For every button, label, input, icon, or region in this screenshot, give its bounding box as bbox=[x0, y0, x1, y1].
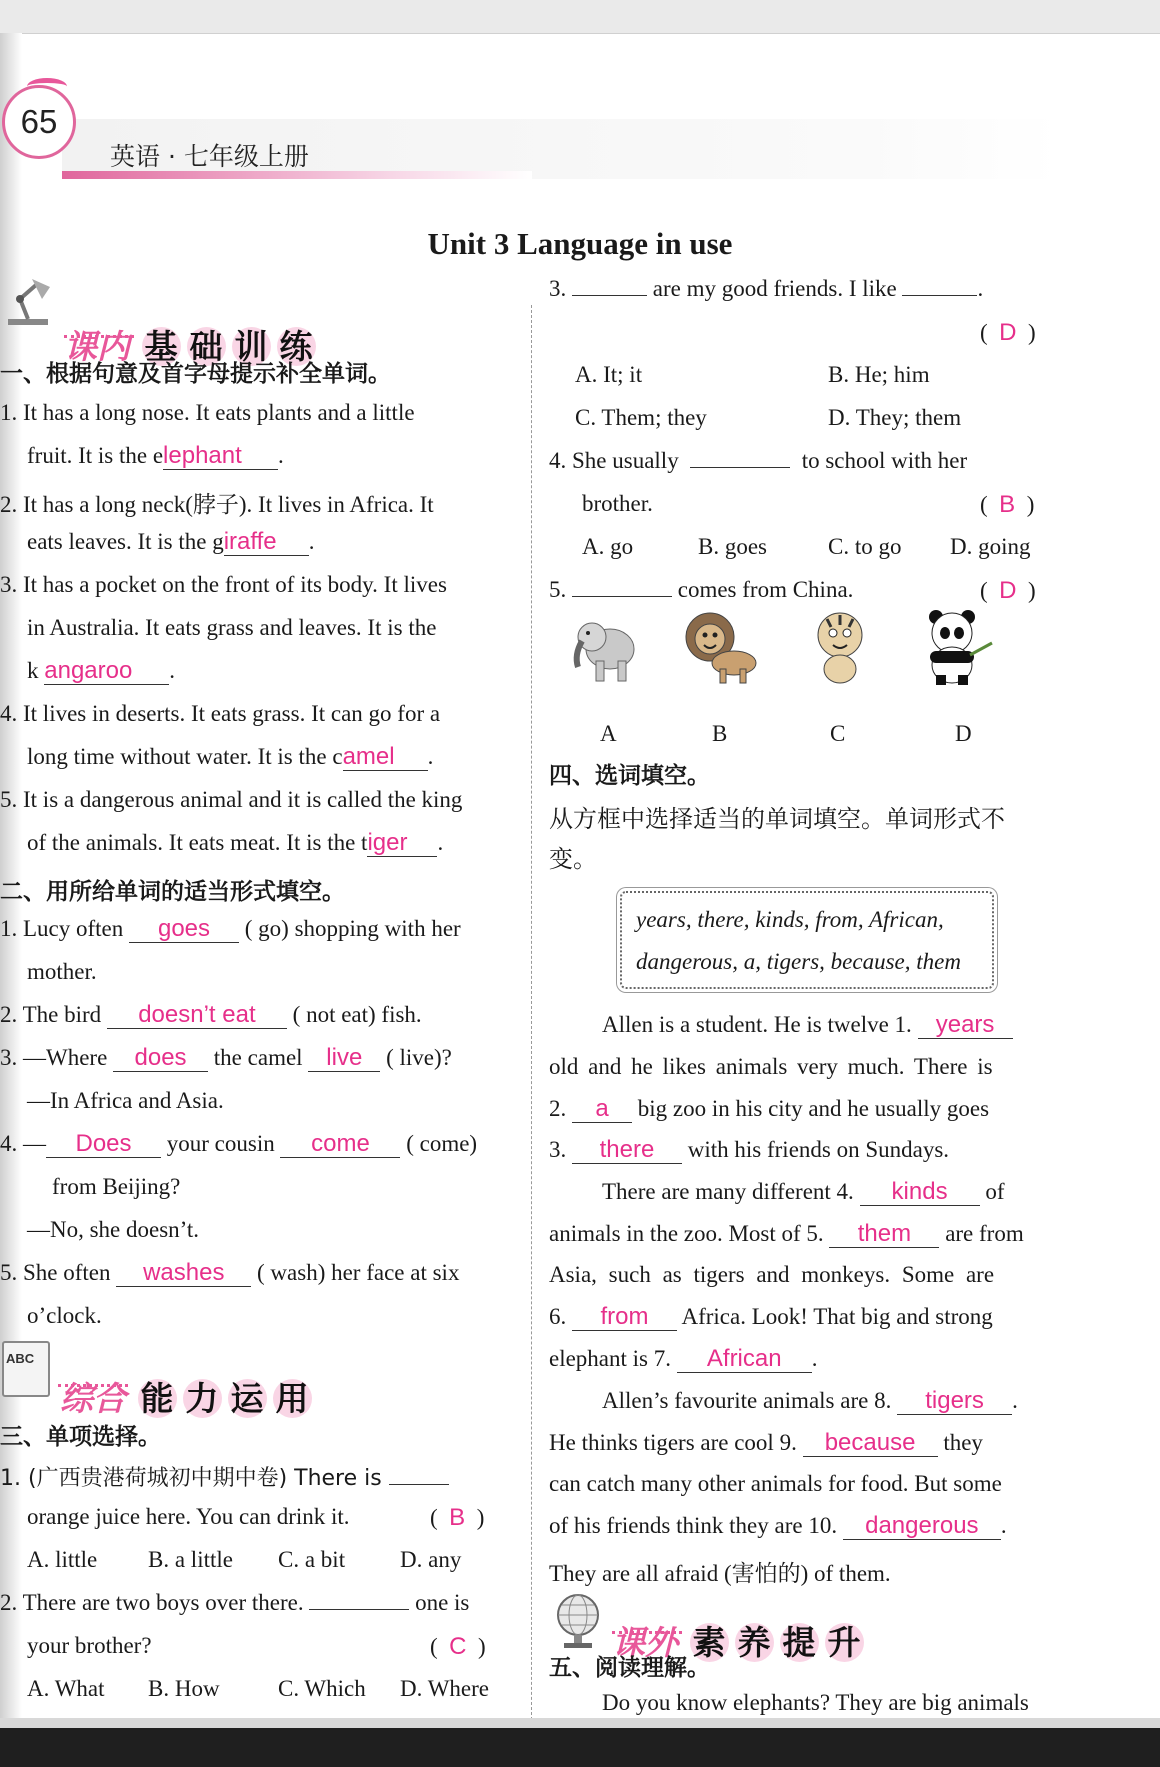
abc-badge: ABC bbox=[6, 1351, 35, 1366]
answer-blank[interactable]: doesn’t eat bbox=[107, 1002, 287, 1029]
q-text: 5. She often bbox=[0, 1260, 111, 1285]
answer-blank[interactable]: there bbox=[572, 1137, 682, 1164]
punct: . bbox=[427, 744, 434, 769]
section-title-char: 练 bbox=[277, 327, 316, 366]
worksheet-page bbox=[0, 33, 1160, 1718]
q-text: are my good friends. I like bbox=[652, 276, 897, 301]
answer-blank[interactable] bbox=[389, 1484, 449, 1485]
choice-answer: C bbox=[449, 1633, 467, 1660]
passage-text: 6. bbox=[549, 1304, 567, 1329]
option-c: C. Which bbox=[278, 1676, 366, 1701]
q-text: the camel bbox=[213, 1045, 303, 1070]
panda-icon bbox=[918, 607, 998, 687]
q-text: 3. —Where bbox=[0, 1045, 108, 1070]
q-text: 1. Lucy often bbox=[0, 916, 124, 941]
p3-q1 bbox=[0, 1461, 449, 1492]
option-c: C. Them; they bbox=[575, 405, 707, 430]
p3-q2-cont: your brother? bbox=[27, 1633, 152, 1658]
option-c: C. a bit bbox=[278, 1547, 346, 1572]
q4-prompt: long time without water. It is the c bbox=[27, 744, 343, 769]
passage-line bbox=[602, 1179, 1004, 1206]
q-text: ( come) bbox=[406, 1131, 478, 1156]
passage-text: are from bbox=[945, 1221, 1024, 1246]
answer-blank[interactable]: iger bbox=[367, 830, 437, 857]
punct: . bbox=[1012, 1388, 1018, 1413]
passage-text: with his friends on Sundays. bbox=[687, 1137, 950, 1162]
option-d: D. Where bbox=[400, 1676, 489, 1701]
q-text: comes from China. bbox=[677, 577, 854, 602]
section-title-char: 运 bbox=[228, 1379, 267, 1418]
p2-q4-reply: —No, she doesn’t. bbox=[27, 1217, 200, 1242]
q1-line1: 1. It has a long nose. It eats plants and a little bbox=[0, 400, 415, 425]
answer-blank[interactable] bbox=[572, 596, 672, 597]
p2-q1-cont: mother. bbox=[27, 959, 97, 984]
section-title-char: 用 bbox=[273, 1379, 312, 1418]
elephant-icon bbox=[570, 611, 642, 685]
passage-text: of bbox=[985, 1179, 1005, 1204]
q5-line1: 5. It is a dangerous animal and it is called the king bbox=[0, 787, 463, 812]
q-text: ( wash) her face at six bbox=[257, 1260, 460, 1285]
p2-q5-cont: o’clock. bbox=[27, 1303, 102, 1328]
q-text: 3. bbox=[549, 276, 567, 301]
q4-line2 bbox=[27, 744, 433, 771]
passage-text: There are many different 4. bbox=[602, 1179, 854, 1204]
p2-q1 bbox=[0, 916, 461, 943]
q-text: ( live)? bbox=[386, 1045, 452, 1070]
choice-answer: D bbox=[999, 319, 1017, 346]
q-text: ( go) shopping with her bbox=[244, 916, 461, 941]
answer-paren: ( C ) bbox=[430, 1633, 486, 1660]
q5-prompt: of the animals. It eats meat. It is the t bbox=[27, 830, 368, 855]
passage-line: can catch many other animals for food. But some bbox=[549, 1471, 1002, 1496]
answer-blank[interactable]: a bbox=[572, 1096, 632, 1123]
passage-text: 3. bbox=[549, 1137, 567, 1162]
part4-heading: 四、选词填空。 bbox=[549, 763, 710, 789]
passage-text: of his friends think they are 10. bbox=[549, 1513, 838, 1538]
q-text: one is bbox=[415, 1590, 470, 1615]
viewer-top-bar bbox=[0, 0, 1160, 34]
section-title-char: 养 bbox=[735, 1623, 774, 1662]
answer-blank[interactable]: amel bbox=[343, 744, 428, 771]
option-a: A. What bbox=[27, 1676, 105, 1701]
choice-answer: B bbox=[449, 1504, 466, 1531]
passage-line bbox=[549, 1221, 1024, 1248]
answer-blank[interactable]: tigers bbox=[897, 1388, 1012, 1415]
part4-instruction-cont: 变。 bbox=[549, 845, 597, 873]
p3-q2 bbox=[0, 1590, 469, 1616]
part5-heading: 五、阅读理解。 bbox=[549, 1655, 710, 1681]
q-text: 5. bbox=[549, 577, 567, 602]
section-title-char: 训 bbox=[232, 327, 271, 366]
part3-heading: 三、单项选择。 bbox=[0, 1424, 161, 1450]
option-b: B. goes bbox=[698, 534, 767, 559]
q3-prompt: k bbox=[27, 658, 39, 683]
option-a: A. go bbox=[582, 534, 634, 559]
passage-line bbox=[549, 1346, 818, 1373]
title-dots bbox=[58, 1382, 128, 1387]
choice-answer: B bbox=[999, 491, 1016, 518]
answer-blank[interactable] bbox=[690, 467, 790, 468]
viewer-bottom-bar bbox=[0, 1728, 1160, 1767]
option-a: A. little bbox=[27, 1547, 98, 1572]
passage-text: they bbox=[943, 1430, 983, 1455]
p3-q4-cont: brother. bbox=[582, 491, 653, 516]
q3-line3 bbox=[27, 658, 175, 685]
punct: . bbox=[278, 443, 284, 468]
option-c: C. to go bbox=[828, 534, 902, 559]
answer-blank[interactable]: Does bbox=[46, 1131, 161, 1158]
answer-paren: ( D ) bbox=[980, 577, 1036, 604]
title-dots bbox=[64, 333, 134, 338]
passage-line bbox=[602, 1388, 1018, 1415]
section-title-prefix: 课外 bbox=[612, 1623, 678, 1662]
section-title-char: 素 bbox=[690, 1623, 729, 1662]
p3-q3 bbox=[549, 276, 983, 302]
passage-text: Allen’s favourite animals are 8. bbox=[602, 1388, 892, 1413]
p3-q4 bbox=[549, 448, 967, 474]
passage-line bbox=[549, 1096, 989, 1123]
q2-line1: 2. It has a long neck(脖子). It lives in Africa. It bbox=[0, 492, 434, 517]
q3-line2: in Australia. It eats grass and leaves. It is the bbox=[27, 615, 437, 640]
q-text: 4. She usually bbox=[549, 448, 679, 473]
q-text: to school with her bbox=[801, 448, 968, 473]
picture-label: C bbox=[830, 721, 846, 746]
picture-label: B bbox=[712, 721, 728, 746]
q1-line2 bbox=[27, 443, 284, 470]
option-d: D. going bbox=[950, 534, 1031, 559]
passage-line bbox=[549, 1430, 983, 1457]
tiger-icon bbox=[805, 607, 875, 687]
lion-icon bbox=[680, 607, 760, 687]
passage-text: 2. bbox=[549, 1096, 567, 1121]
passage-text: big zoo in his city and he usually goes bbox=[637, 1096, 990, 1121]
passage-line bbox=[549, 1513, 1007, 1540]
q-text: your cousin bbox=[166, 1131, 275, 1156]
answer-blank[interactable]: live bbox=[308, 1045, 380, 1072]
word-bank-line: years, there, kinds, from, African, bbox=[636, 907, 944, 932]
answer-blank[interactable]: African bbox=[677, 1346, 812, 1373]
option-a: A. It; it bbox=[575, 362, 643, 387]
punct: . bbox=[308, 529, 315, 554]
option-b: B. How bbox=[148, 1676, 220, 1701]
viewer-bottom-edge bbox=[0, 1718, 1160, 1728]
q5-line2 bbox=[27, 830, 443, 857]
answer-blank[interactable]: does bbox=[113, 1045, 208, 1072]
answer-blank[interactable]: iraffe bbox=[224, 529, 309, 556]
option-d: D. any bbox=[400, 1547, 462, 1572]
answer-paren: ( B ) bbox=[980, 491, 1035, 518]
section-title-prefix: 课内 bbox=[64, 327, 130, 366]
q-text: 1. (广西贵港荷城初中期中卷) There is bbox=[0, 1466, 382, 1491]
section-title-char: 升 bbox=[825, 1623, 864, 1662]
p2-q4 bbox=[0, 1131, 477, 1158]
p2-q3-reply: —In Africa and Asia. bbox=[27, 1088, 224, 1113]
picture-label: A bbox=[600, 721, 617, 746]
q4-line1: 4. It lives in deserts. It eats grass. It can go for a bbox=[0, 701, 441, 726]
passage-text: He thinks tigers are cool 9. bbox=[549, 1430, 797, 1455]
answer-blank[interactable]: because bbox=[803, 1430, 938, 1457]
answer-blank[interactable]: washes bbox=[116, 1260, 251, 1287]
globe-icon bbox=[552, 1591, 604, 1651]
p2-q3 bbox=[0, 1045, 452, 1072]
q-text: ( not eat) fish. bbox=[292, 1002, 422, 1027]
answer-blank[interactable]: goes bbox=[129, 916, 239, 943]
part2-heading: 二、用所给单词的适当形式填空。 bbox=[0, 879, 345, 905]
answer-blank[interactable]: angaroo bbox=[44, 658, 169, 685]
q-text: 2. The bird bbox=[0, 1002, 102, 1027]
page-number: 65 bbox=[20, 103, 58, 140]
answer-blank[interactable] bbox=[902, 295, 977, 296]
desk-lamp-icon bbox=[2, 273, 58, 329]
passage-line: old and he likes animals very much. There is bbox=[549, 1054, 993, 1079]
answer-blank[interactable] bbox=[572, 295, 647, 296]
passage-text: elephant is 7. bbox=[549, 1346, 671, 1371]
q-text: 4. — bbox=[0, 1131, 46, 1156]
q-text: 2. There are two boys over there. bbox=[0, 1590, 304, 1615]
punct: . bbox=[169, 658, 175, 683]
word-bank-line: dangerous, a, tigers, because, them bbox=[636, 949, 961, 974]
punct: . bbox=[811, 1346, 818, 1371]
section-title-char: 基 bbox=[142, 327, 181, 366]
section-title-comprehensive bbox=[60, 1373, 318, 1420]
p3-q1-cont: orange juice here. You can drink it. bbox=[27, 1504, 350, 1529]
unit-title: Unit 3 Language in use bbox=[427, 226, 733, 261]
abc-book-icon bbox=[2, 1341, 50, 1397]
passage-line: Asia, such as tigers and monkeys. Some are bbox=[549, 1262, 995, 1287]
q2-prompt: eats leaves. It is the g bbox=[27, 529, 224, 554]
answer-blank[interactable]: kinds bbox=[860, 1179, 980, 1206]
p2-q4-cont: from Beijing? bbox=[52, 1174, 181, 1199]
q2-line2 bbox=[27, 529, 314, 556]
answer-blank[interactable]: come bbox=[280, 1131, 400, 1158]
answer-blank[interactable]: years bbox=[918, 1012, 1013, 1039]
option-b: B. a little bbox=[148, 1547, 233, 1572]
section-title-prefix: 综合 bbox=[60, 1379, 126, 1418]
passage-text: Africa. Look! That big and strong bbox=[681, 1304, 993, 1329]
section-title-char: 力 bbox=[183, 1379, 222, 1418]
option-d: D. They; them bbox=[828, 405, 962, 430]
column-divider bbox=[531, 305, 532, 1745]
answer-blank[interactable]: from bbox=[572, 1304, 677, 1331]
word-bank-box bbox=[620, 891, 994, 989]
passage-line bbox=[549, 1304, 993, 1331]
section-title-char: 能 bbox=[138, 1379, 177, 1418]
answer-blank[interactable]: dangerous bbox=[843, 1513, 1001, 1540]
option-b: B. He; him bbox=[828, 362, 930, 387]
picture-label: D bbox=[955, 721, 972, 746]
passage-text: Allen is a student. He is twelve 1. bbox=[602, 1012, 912, 1037]
part4-instruction: 从方框中选择适当的单词填空。单词形式不 bbox=[549, 805, 1005, 833]
answer-blank[interactable]: them bbox=[829, 1221, 939, 1248]
punct: . bbox=[1000, 1513, 1007, 1538]
p3-q5 bbox=[549, 577, 853, 603]
q3-line1: 3. It has a pocket on the front of its body. It lives bbox=[0, 572, 447, 597]
answer-blank[interactable]: lephant bbox=[163, 443, 278, 470]
reading-passage: Do you know elephants? They are big animals bbox=[602, 1690, 1029, 1715]
choice-answer: D bbox=[999, 577, 1017, 604]
part1-heading: 一、根据句意及首字母提示补全单词。 bbox=[0, 361, 391, 387]
q1-prompt: fruit. It is the e bbox=[27, 443, 164, 468]
title-dots bbox=[612, 1629, 682, 1634]
punct: . bbox=[977, 276, 984, 301]
passage-text: animals in the zoo. Most of 5. bbox=[549, 1221, 824, 1246]
p2-q2 bbox=[0, 1002, 422, 1029]
book-title: 英语 · 七年级上册 bbox=[110, 142, 309, 171]
answer-paren: ( B ) bbox=[430, 1504, 485, 1531]
p2-q5 bbox=[0, 1260, 459, 1287]
passage-line: They are all afraid (害怕的) of them. bbox=[549, 1561, 891, 1586]
section-title-char: 提 bbox=[780, 1623, 819, 1662]
answer-blank[interactable] bbox=[309, 1609, 409, 1610]
passage-line bbox=[602, 1012, 1013, 1039]
punct: . bbox=[437, 830, 444, 855]
section-title-char: 础 bbox=[187, 327, 226, 366]
passage-line bbox=[549, 1137, 949, 1164]
answer-paren: ( D ) bbox=[980, 319, 1036, 346]
